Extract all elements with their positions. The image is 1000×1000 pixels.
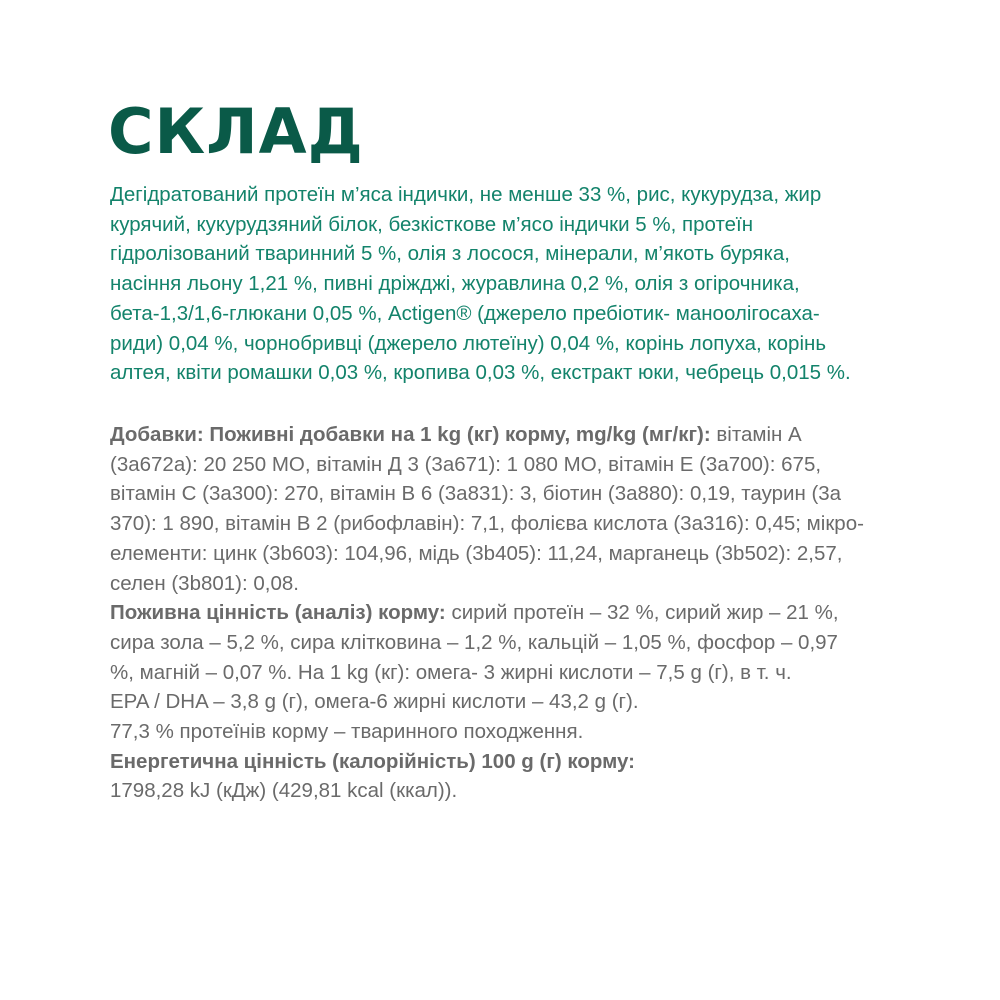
composition-line: бета-1,3/1,6-глюкани 0,05 %, Actigen® (джерело пребіотик- маноолігосаха-: [110, 301, 820, 325]
nutrition-line: сира зола – 5,2 %, сира клітковина – 1,2 %, кальцій – 1,05 %, фосфор – 0,97: [110, 630, 838, 654]
composition-line: гідролізований тваринний 5 %, олія з лосося, мінерали, м’якоть буряка,: [110, 242, 790, 266]
page-title: СКЛАД: [108, 95, 364, 168]
energy-value: 1798,28 kJ (кДж) (429,81 kcal (ккал)).: [110, 779, 458, 803]
composition-line: курячий, кукурудзяний білок, безкісткове м’ясо індички 5 %, протеїн: [110, 212, 754, 236]
nutrition-text: сирий протеїн – 32 %, сирий жир – 21 %,: [445, 601, 839, 625]
additives-line: елементи: цинк (3b603): 104,96, мідь (3b405): 11,24, марганець (3b502): 2,57,: [110, 541, 843, 565]
additives-line: селен (3b801): 0,08.: [110, 571, 299, 595]
additives-line: (3а672а): 20 250 МО, вітамін Д 3 (3а671): 1 080 МО, вітамін Е (3а700): 675,: [110, 452, 822, 476]
additives-text: вітамін А: [710, 423, 802, 446]
composition-line: риди) 0,04 %, чорнобривці (джерело лютеїну) 0,04 %, корінь лопуха, корінь: [110, 331, 827, 355]
additives-line: вітамін С (3а300): 270, вітамін В 6 (3а831): 3, біотин (3а880): 0,19, таурин (3а: [110, 482, 842, 506]
composition-line: насіння льону 1,21 %, пивні дріжджі, журавлина 0,2 %, олія з огірочника,: [110, 272, 800, 296]
energy-heading-line: [110, 747, 910, 777]
additives-first-line: [110, 420, 910, 450]
nutrition-line: EPA / DHA – 3,8 g (г), омега-6 жирні кислоти – 43,2 g (г).: [110, 690, 639, 714]
composition-line: алтея, квіти ромашки 0,03 %, кропива 0,03 %, екстракт юки, чебрець 0,015 %.: [110, 361, 851, 385]
nutrition-line: 77,3 % протеїнів корму – тваринного походження.: [110, 720, 584, 744]
nutrition-line: %, магній – 0,07 %. На 1 kg (кг): омега- 3 жирні кислоти – 7,5 g (г), в т. ч.: [110, 660, 792, 684]
composition-line: Дегідратований протеїн м’яса індички, не менше 33 %, рис, кукурудза, жир: [110, 183, 822, 206]
nutrition-block: [110, 598, 910, 747]
additives-heading: Добавки: Поживні добавки на 1 kg (кг) корму, mg/kg (мг/кг):: [110, 423, 711, 446]
nutrition-heading: Поживна цінність (аналіз) корму:: [110, 601, 446, 625]
energy-block: [110, 747, 910, 806]
composition-paragraph: [110, 180, 910, 388]
energy-heading: Енергетична цінність (калорійність) 100 g (г) корму:: [110, 749, 636, 773]
details-section: [110, 420, 910, 806]
additives-line: 370): 1 890, вітамін В 2 (рибофлавін): 7,1, фолієва кислота (3а316): 0,45; мікро-: [110, 512, 864, 536]
additives-block: [110, 420, 910, 598]
nutrition-first-line: [110, 598, 910, 628]
